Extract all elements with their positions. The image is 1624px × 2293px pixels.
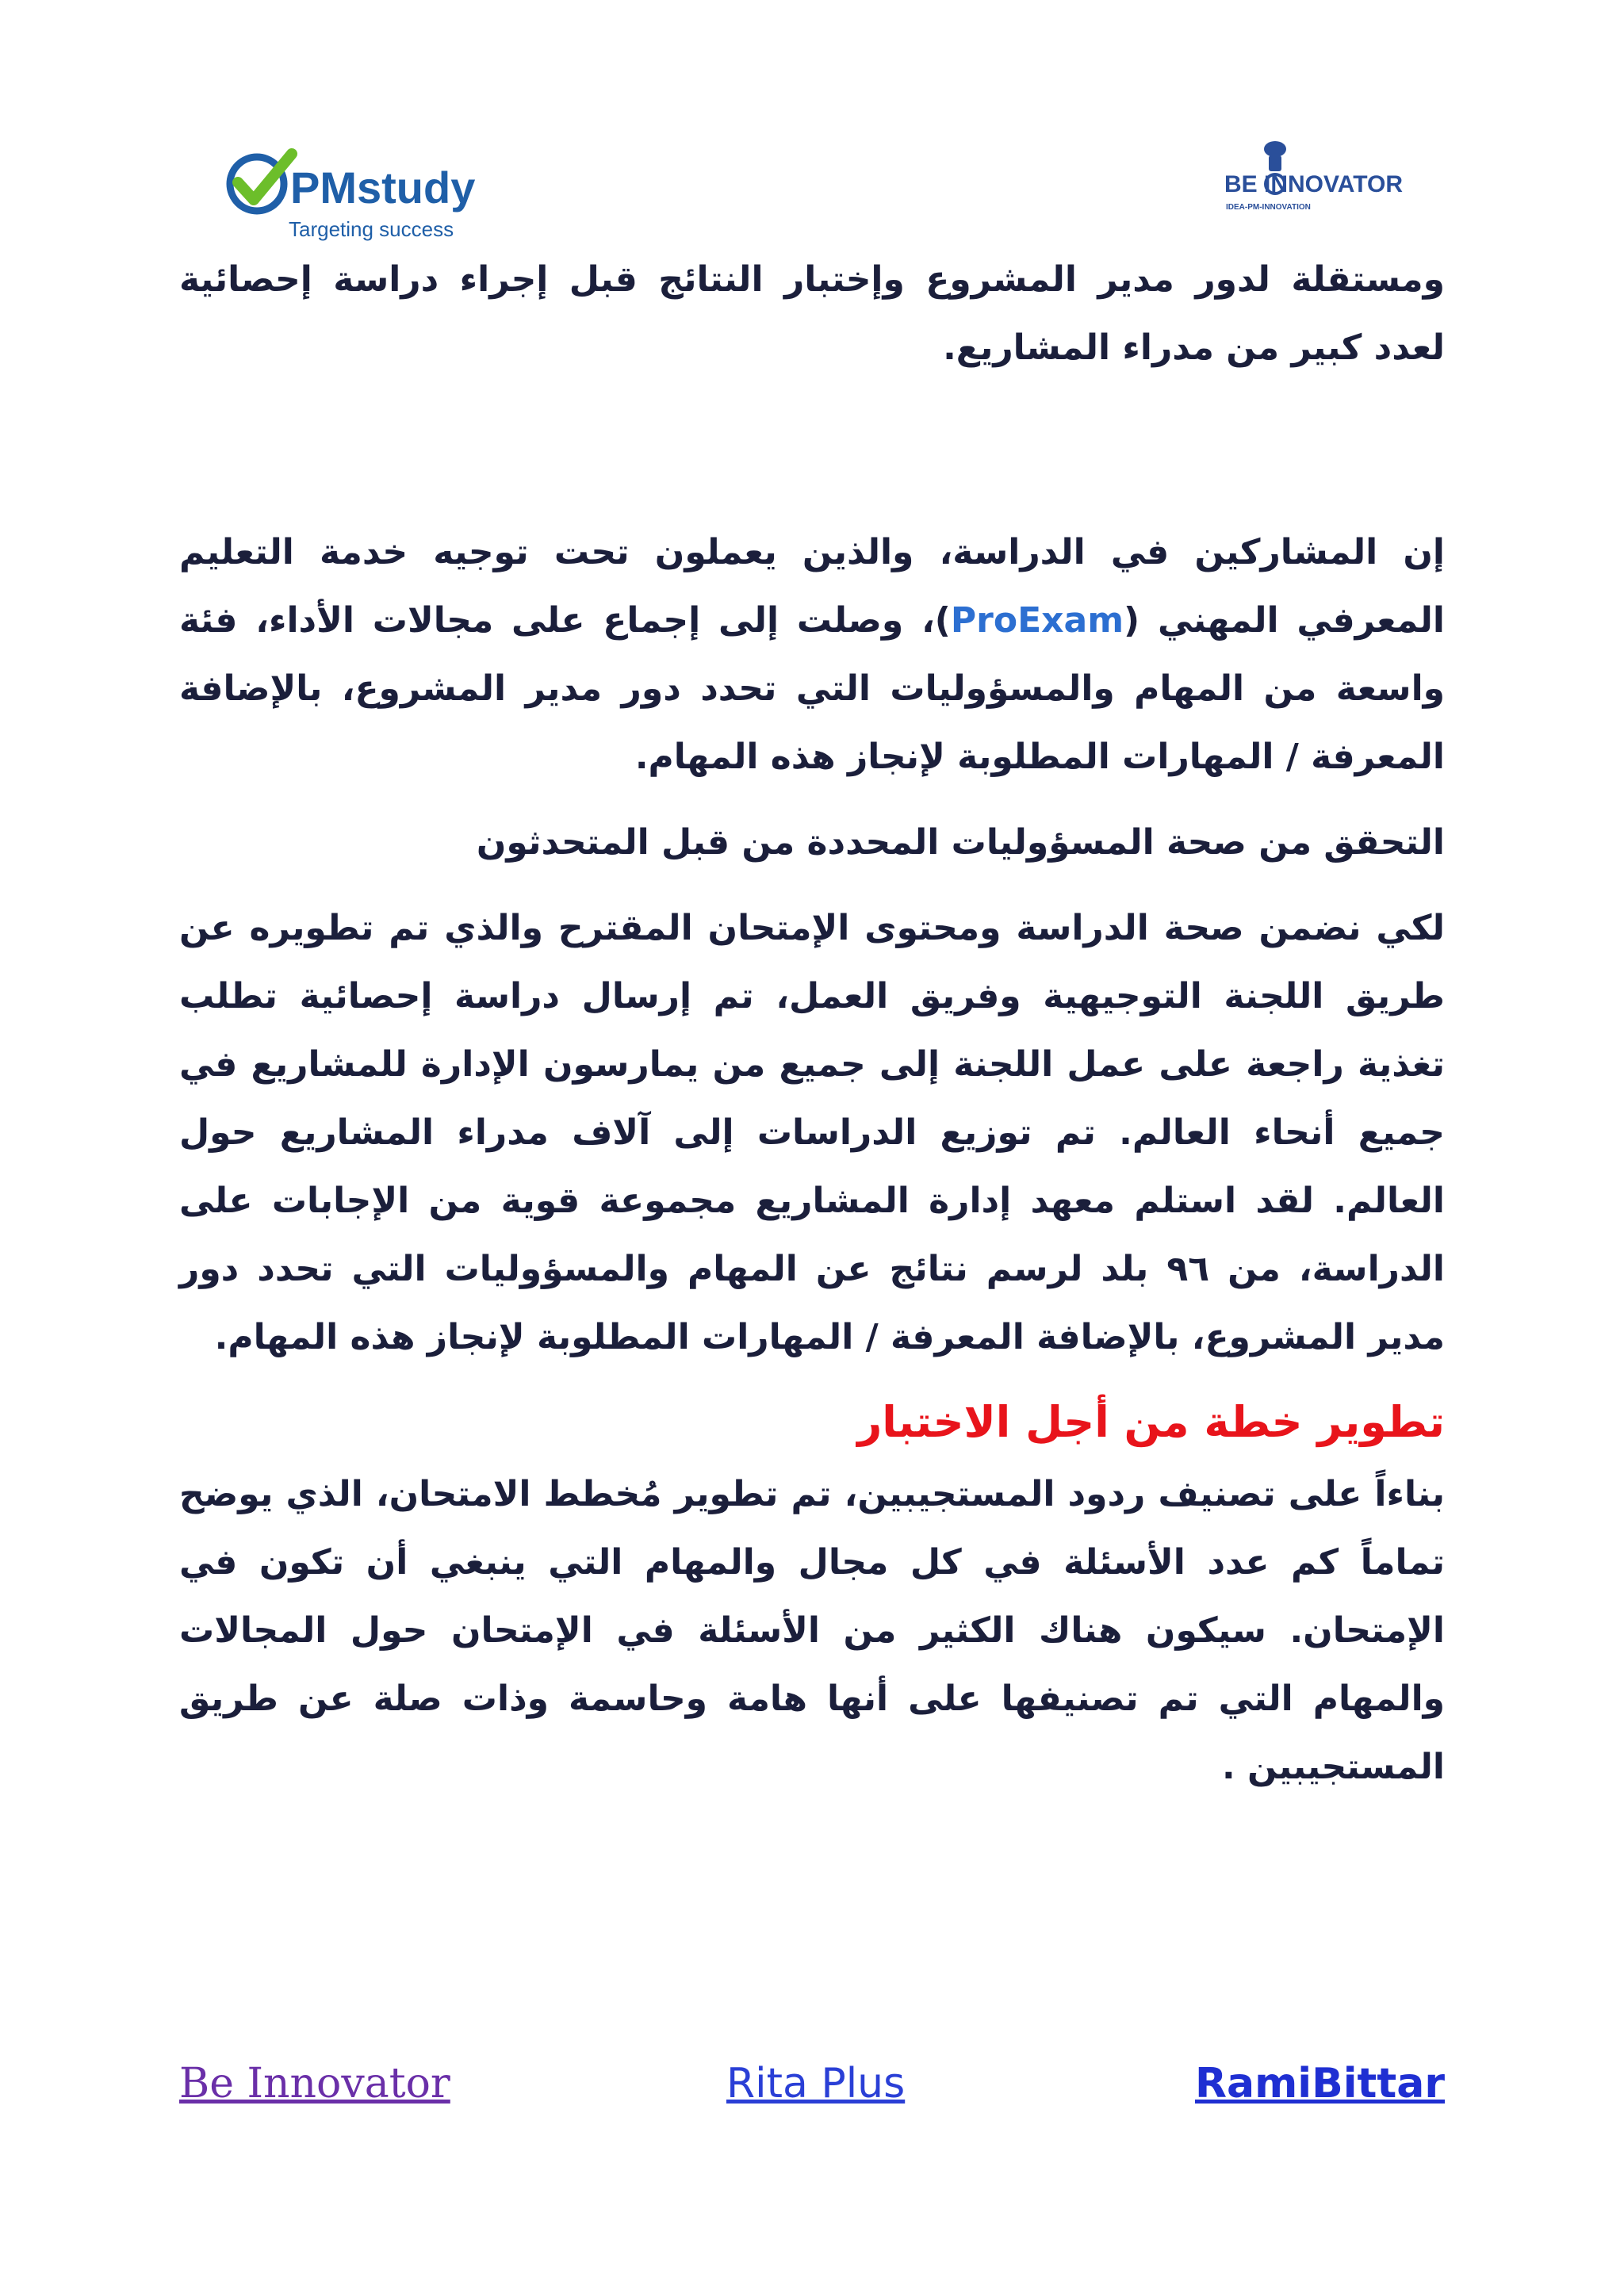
- pmstudy-logo: [219, 147, 520, 243]
- section-heading-exam-plan: تطوير خطة من أجل الاختبار: [857, 1397, 1445, 1447]
- paragraph-3: لكي نضمن صحة الدراسة ومحتوى الإمتحان المقترح والذي تم تطويره عن طريق اللجنة التوجيهية وفريق العمل، تم إرسال دراسة إحصائية تطلب تغذية راجعة على عمل اللجنة إلى جميع من يمارسون الإدارة للمشاريع في جميع أنحاء العالم. تم توزيع الدراسات إلى آلاف مدراء المشاريع حول العالم. لقد استلم معهد إدارة المشاريع مجموعة قوية من الإجابات على الدراسة، من ٩٦ بلد لرسم نتائج عن المهام والمسؤوليات التي تحدد دور مدير المشروع، بالإضافة المعرفة / المهارات المطلوبة لإنجاز هذه المهام.: [179, 908, 1446, 1357]
- paragraph-2-start: إن المشاركين في الدراسة، والذين يعملون تحت توجيه خدمة التعليم المعرفي المهني (: [179, 532, 1445, 641]
- be-innovator-brand: BE INNOVATOR: [1224, 171, 1404, 197]
- pmstudy-brand: PMstudy: [290, 163, 476, 212]
- be-innovator-logo: [1221, 127, 1443, 222]
- be-innovator-link[interactable]: Be Innovator: [179, 2060, 450, 2107]
- rami-bittar-link[interactable]: RamiBittar: [1194, 2060, 1445, 2107]
- pmstudy-tagline: Targeting success: [289, 217, 454, 241]
- paragraph-4: بناءاً على تصنيف ردود المستجيبين، تم تطوير مُخطط الامتحان، الذي يوضح تماماً كم عدد الأسئلة في كل مجال والمهام التي ينبغي أن تكون في الإمتحان. سيكون هناك الكثير من الأسئلة في الإمتحان حول المجالات والمهام التي تم تصنيفها على أنها هامة وحاسمة وذات صلة عن طريق المستجيبين .: [179, 1474, 1445, 1787]
- be-innovator-tagline: IDEA-PM-INNOVATION: [1226, 203, 1311, 212]
- page-header: [0, 0, 1624, 254]
- proexam-link[interactable]: ProExam: [950, 600, 1124, 641]
- page-footer: [179, 2060, 1445, 2123]
- paragraph-2-end: )، وصلت إلى إجماع على مجالات الأداء، فئة واسعة من المهام والمسؤوليات التي تحدد دور مدير المشروع، بالإضافة المعرفة / المهارات المطلوبة لإنجاز هذه المهام.: [179, 600, 1445, 777]
- paragraph-1: ومستقلة لدور مدير المشروع وإختبار النتائج قبل إجراء دراسة إحصائية لعدد كبير من مدراء المشاريع.: [179, 259, 1445, 368]
- main-content: [179, 246, 1445, 1801]
- paragraph-2: [179, 519, 1445, 791]
- section-heading-validation: التحقق من صحة المسؤوليات المحددة من قبل المتحدثون: [476, 822, 1445, 863]
- rita-plus-link[interactable]: Rita Plus: [726, 2060, 906, 2107]
